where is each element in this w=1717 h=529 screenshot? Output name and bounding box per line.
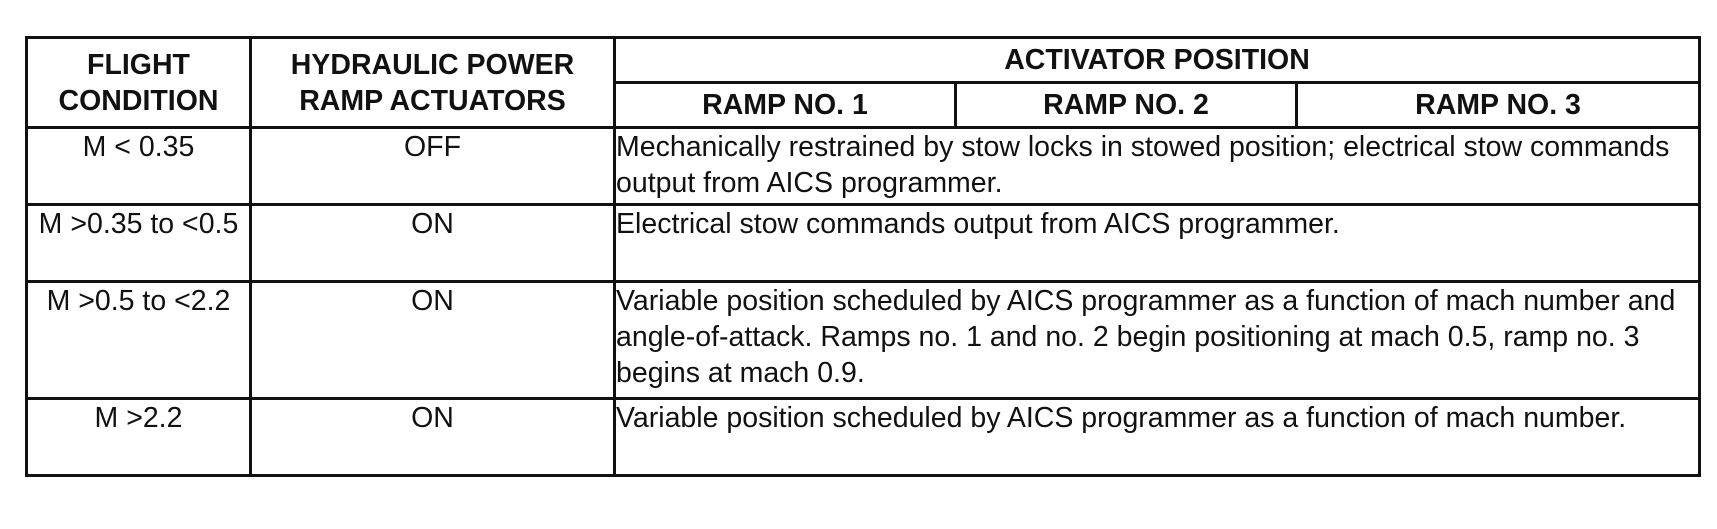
table-row: [27, 128, 1700, 205]
header-hydraulic-power: HYDRAULIC POWER RAMP ACTUATORS: [251, 38, 615, 128]
ramp-actuator-table: [25, 36, 1701, 477]
header-ramp-2: RAMP NO. 2: [956, 83, 1297, 128]
flight-condition-cell: M < 0.35: [27, 128, 251, 205]
header-ramp-1: RAMP NO. 1: [615, 83, 956, 128]
activator-position-cell: Mechanically restrained by stow locks in stowed position; electrical stow commands output from AICS programmer.: [615, 128, 1700, 205]
header-ramp-3: RAMP NO. 3: [1297, 83, 1700, 128]
activator-position-cell: Electrical stow commands output from AICS programmer.: [615, 205, 1700, 282]
table-row: [27, 282, 1700, 399]
header-flight-condition: FLIGHT CONDITION: [27, 38, 251, 128]
hydraulic-power-cell: ON: [251, 205, 615, 282]
header-row-top: [27, 38, 1700, 83]
flight-condition-cell: M >0.5 to <2.2: [27, 282, 251, 399]
table-row: [27, 399, 1700, 476]
table-row: [27, 205, 1700, 282]
activator-position-cell: Variable position scheduled by AICS programmer as a function of mach number.: [615, 399, 1700, 476]
hydraulic-power-cell: OFF: [251, 128, 615, 205]
hydraulic-power-cell: ON: [251, 399, 615, 476]
activator-position-cell: Variable position scheduled by AICS programmer as a function of mach number and angle-of-attack. Ramps no. 1 and no. 2 begin positioning at mach 0.5, ramp no. 3 begins at mach 0.9.: [615, 282, 1700, 399]
hydraulic-power-cell: ON: [251, 282, 615, 399]
flight-condition-cell: M >0.35 to <0.5: [27, 205, 251, 282]
header-activator-position: ACTIVATOR POSITION: [615, 38, 1700, 83]
flight-condition-cell: M >2.2: [27, 399, 251, 476]
